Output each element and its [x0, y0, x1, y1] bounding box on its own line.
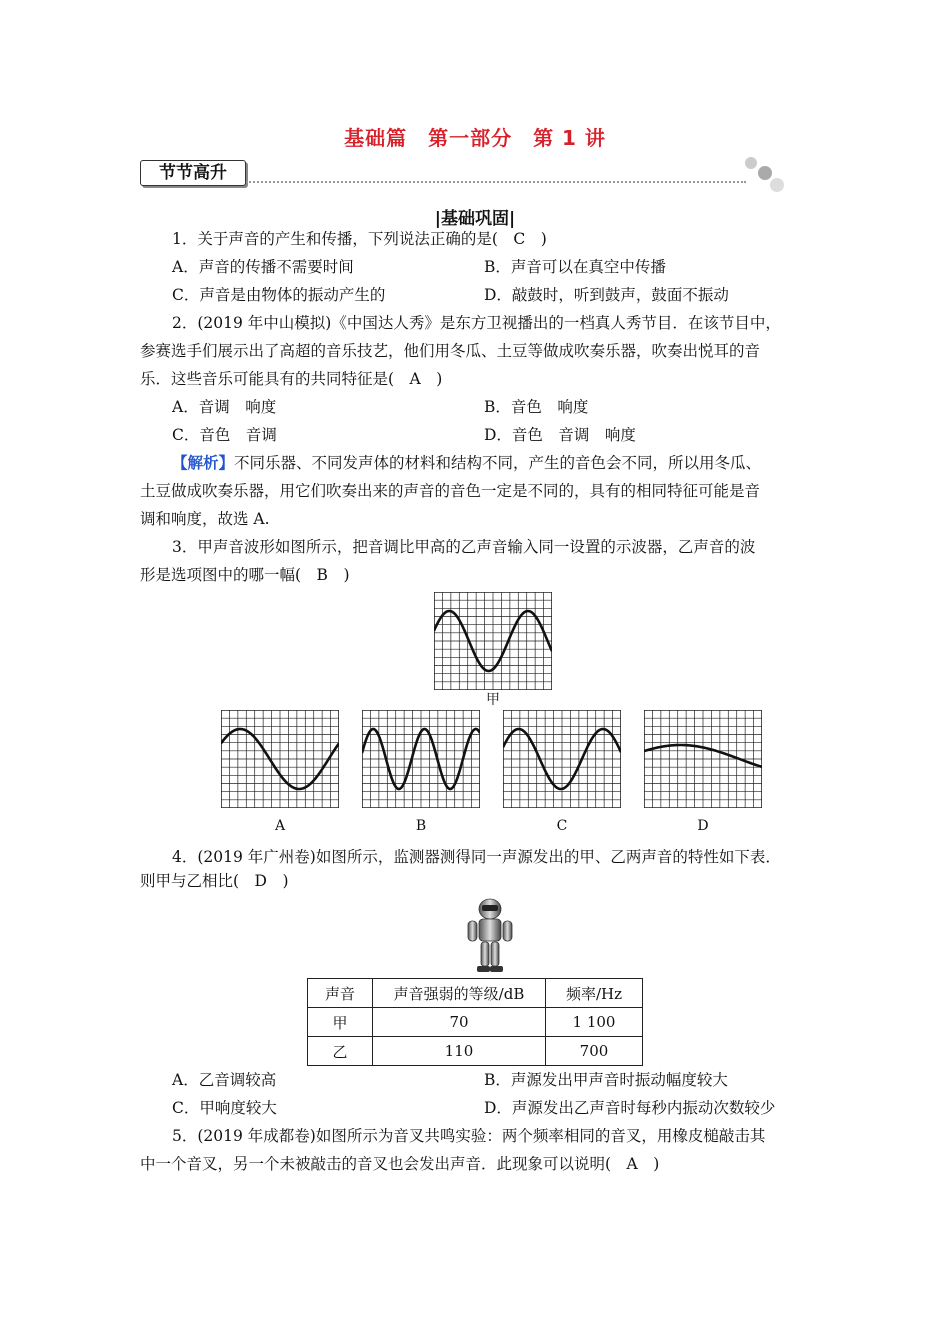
caption-jia: 甲: [486, 692, 500, 708]
table-cell: 110: [373, 1037, 546, 1066]
waveform-option-a: [221, 710, 339, 808]
q1-option-c: C．声音是由物体的振动产生的: [172, 286, 386, 304]
caption-d: D: [697, 818, 709, 834]
decor-dot: [745, 157, 757, 169]
q4-stem-line-2: 则甲与乙相比( D ): [140, 872, 289, 890]
analysis-text: 不同乐器、不同发声体的材料和结构不同，产生的音色会不同，所以用冬瓜、: [234, 454, 762, 472]
decor-dot: [770, 178, 784, 192]
decor-dot: [758, 166, 772, 180]
q1-option-b: B．声音可以在真空中传播: [484, 258, 666, 276]
dotted-divider: [246, 181, 746, 183]
q2-stem-line-1: 2．(2019 年中山模拟)《中国达人秀》是东方卫视播出的一档真人秀节目．在该节目中，: [172, 314, 781, 332]
q2-option-c: C．音色 音调: [172, 426, 277, 444]
caption-c: C: [556, 818, 568, 834]
sound-table: [307, 978, 643, 1066]
waveform-option-c: [503, 710, 621, 808]
q4-option-b: B．声源发出甲声音时振动幅度较大: [484, 1071, 728, 1089]
q3-stem-line-1: 3．甲声音波形如图所示，把音调比甲高的乙声音输入同一设置的示波器，乙声音的波: [172, 538, 756, 556]
q2-analysis-line-1: [172, 450, 862, 476]
q1-option-a: A．声音的传播不需要时间: [172, 258, 354, 276]
table-cell: 乙: [308, 1037, 373, 1066]
q4-option-a: A．乙音调较高: [172, 1071, 277, 1089]
q1-option-d: D．敲鼓时，听到鼓声，鼓面不振动: [484, 286, 729, 304]
q2-analysis-line-2: 土豆做成吹奏乐器，用它们吹奏出来的声音的音色一定是不同的，具有的相同特征可能是音: [140, 482, 761, 500]
waveform-option-b: [362, 710, 480, 808]
q2-option-a: A．音调 响度: [172, 398, 277, 416]
page-title: 基础篇 第一部分 第 1 讲: [344, 126, 606, 150]
subheading: |基础巩固|: [434, 209, 516, 229]
table-row: [308, 1008, 643, 1037]
table-row: [308, 1037, 643, 1066]
table-cell: 甲: [308, 1008, 373, 1037]
caption-a: A: [274, 818, 286, 834]
robot-monitor-image: [458, 897, 522, 975]
q4-option-d: D．声源发出乙声音时每秒内振动次数较少: [484, 1099, 776, 1117]
q2-option-d: D．音色 音调 响度: [484, 426, 636, 444]
q4-option-c: C．甲响度较大: [172, 1099, 277, 1117]
q5-stem-line-2: 中一个音叉，另一个未被敲击的音叉也会发出声音．此现象可以说明( A ): [140, 1155, 660, 1173]
table-cell: 1 100: [546, 1008, 643, 1037]
table-header-row: [308, 979, 643, 1008]
table-cell: 70: [373, 1008, 546, 1037]
q5-stem-line-1: 5．(2019 年成都卷)如图所示为音叉共鸣实验：两个频率相同的音叉，用橡皮槌敲击其: [172, 1127, 766, 1145]
table-header: 声音: [308, 979, 373, 1008]
table-cell: 700: [546, 1037, 643, 1066]
q3-stem-line-2: 形是选项图中的哪一幅( B ): [140, 566, 350, 584]
waveform-option-d: [644, 710, 762, 808]
waveform-jia: [434, 592, 552, 690]
q2-stem-line-3: 乐．这些音乐可能具有的共同特征是( A ): [140, 370, 443, 388]
q2-option-b: B．音色 响度: [484, 398, 589, 416]
q2-stem-line-2: 参赛选手们展示出了高超的音乐技艺，他们用冬瓜、土豆等做成吹奏乐器，吹奏出悦耳的音: [140, 342, 761, 360]
q1-stem: 1．关于声音的产生和传播，下列说法正确的是( C ): [172, 230, 547, 248]
caption-b: B: [415, 818, 427, 834]
q4-stem-line-1: 4．(2019 年广州卷)如图所示，监测器测得同一声源发出的甲、乙两声音的特性如下表．: [172, 848, 781, 866]
analysis-tag: 【解析】: [172, 453, 235, 472]
table-header: 声音强弱的等级/dB: [373, 979, 546, 1008]
table-header: 频率/Hz: [546, 979, 643, 1008]
q2-analysis-line-3: 调和响度，故选 A.: [140, 510, 270, 528]
section-tag: 节节高升: [140, 160, 246, 186]
